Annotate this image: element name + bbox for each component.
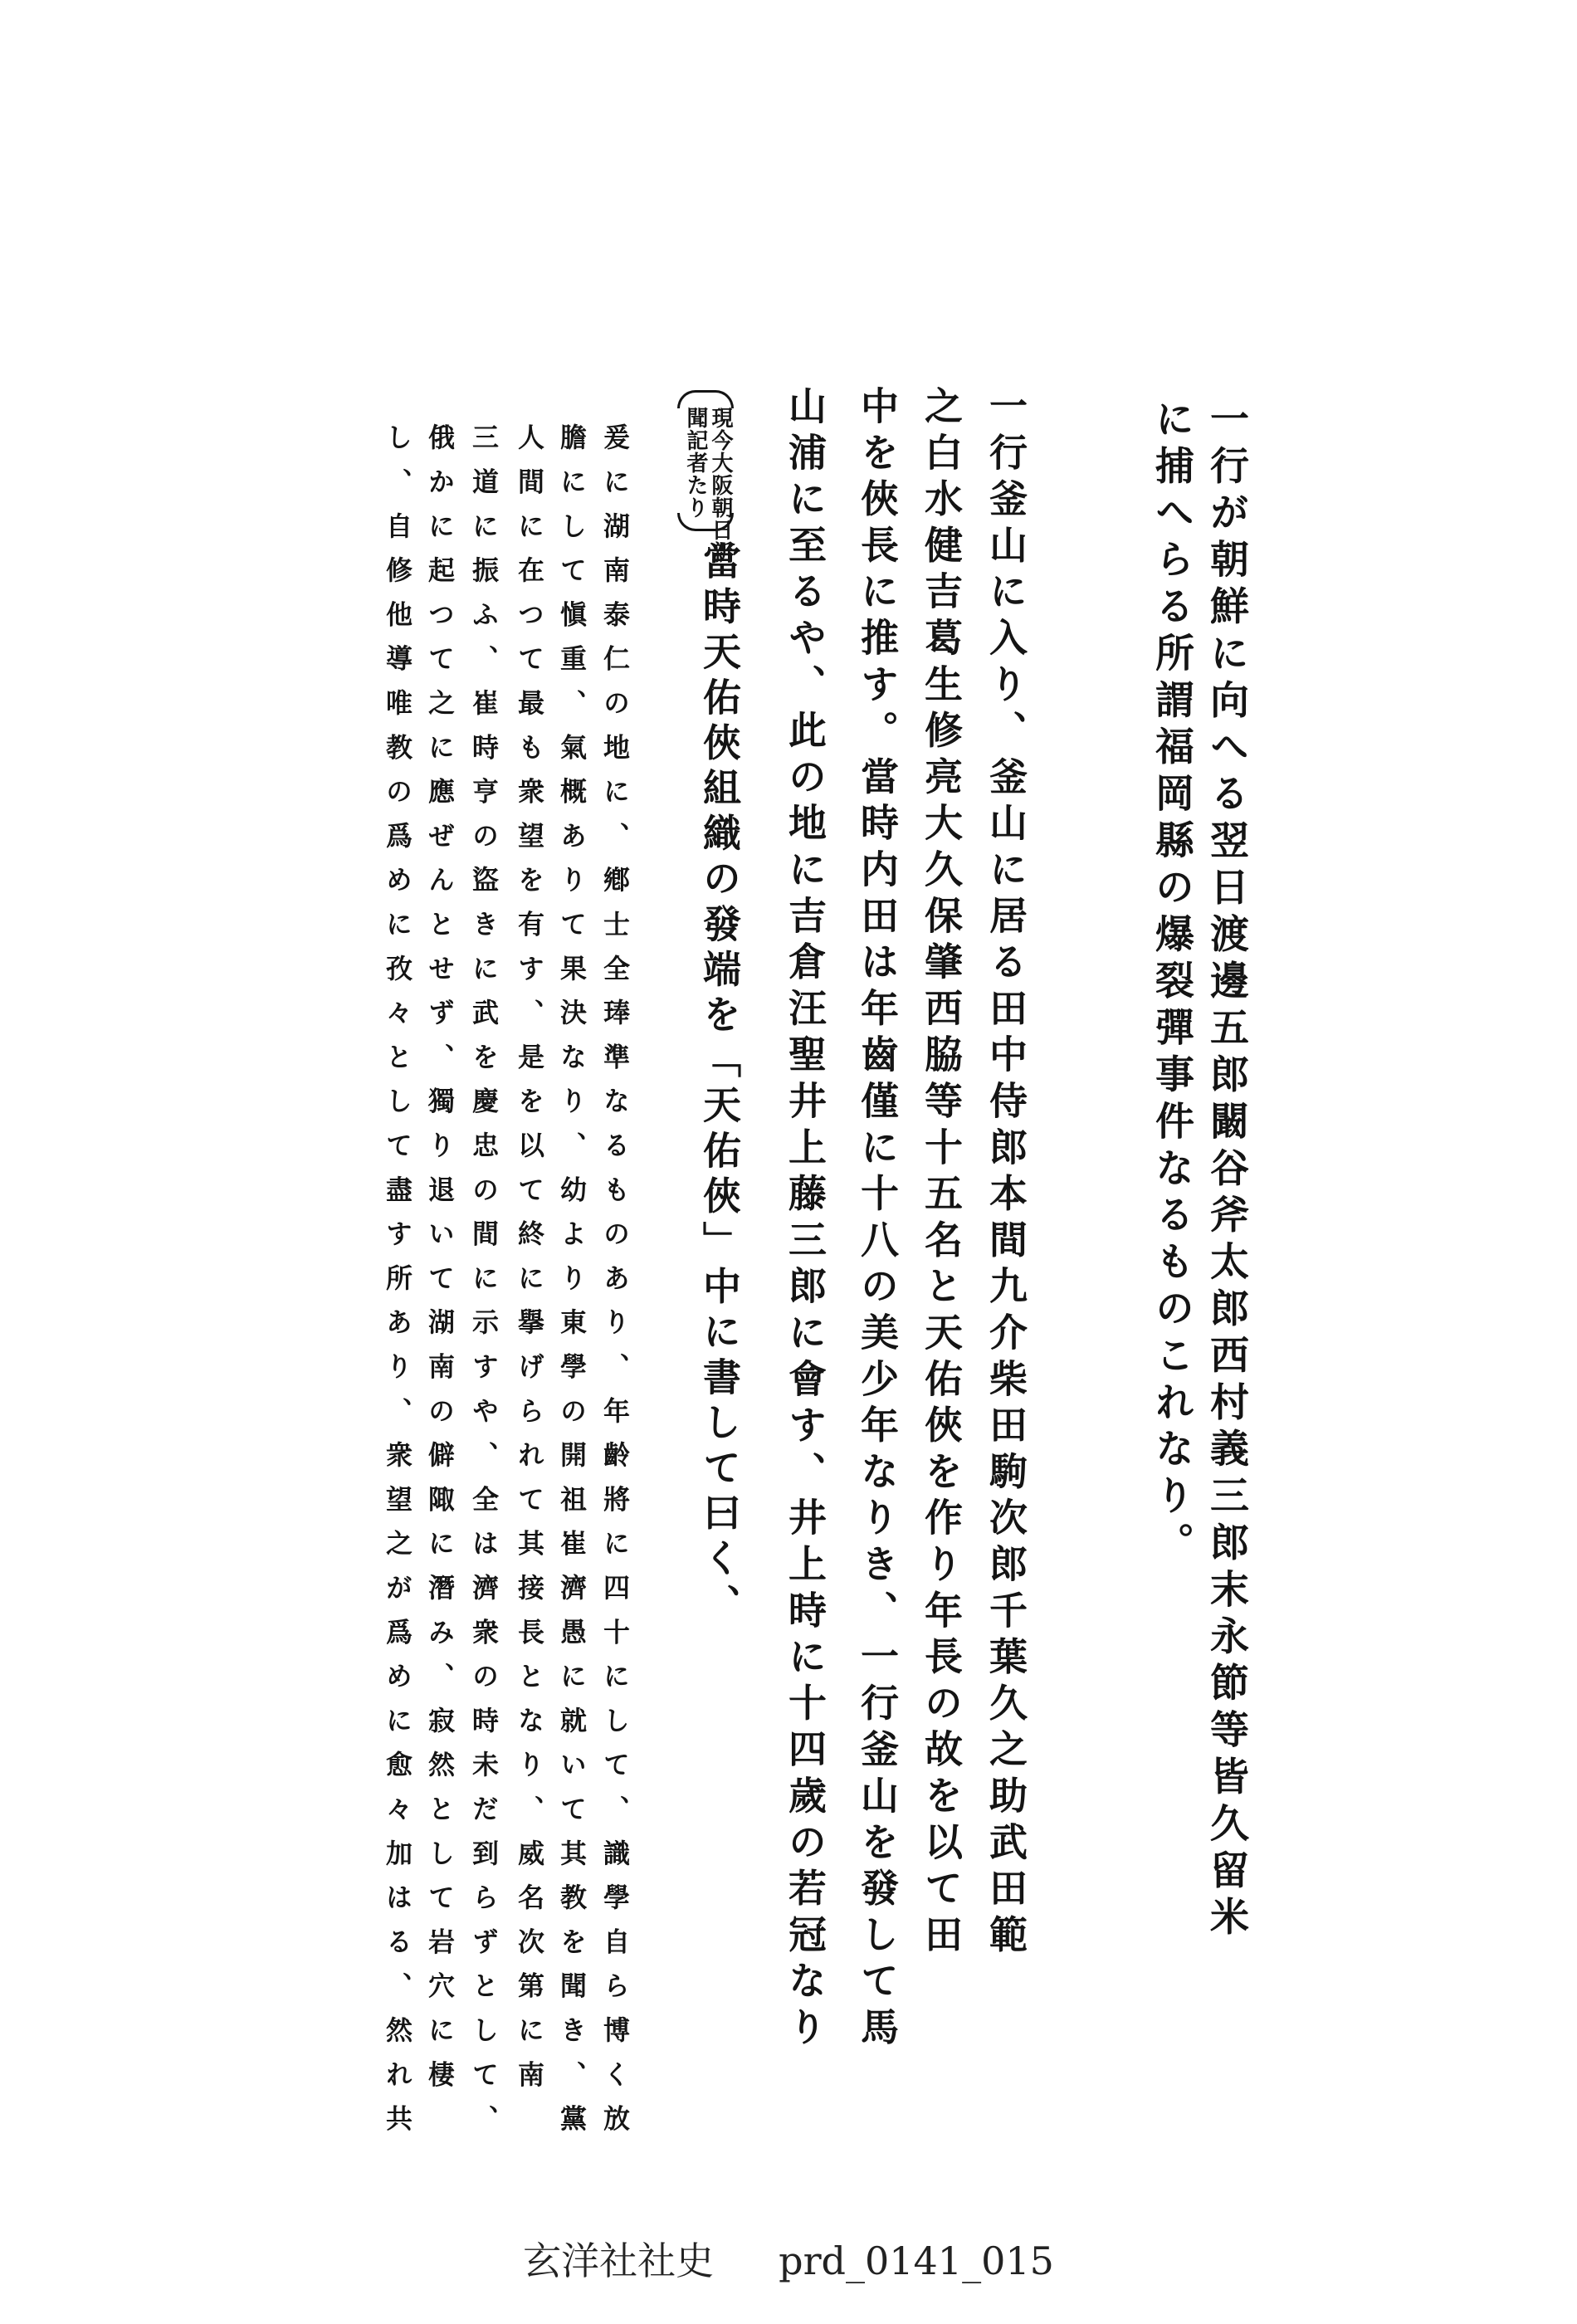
text-column: 一行が朝鮮に向へる翌日渡邊五郎闞谷斧太郎西村義三郎末永節等皆久留米 xyxy=(1204,398,1249,1944)
text-column: 當時天佑俠組織の發端を「天佑俠」中に書して曰く、 xyxy=(697,541,742,1629)
quote-column: 俄かに起つて之に應ぜんとせず、獨り退いて湖南の僻陬に潛み、寂然として岩穴に棲 xyxy=(424,423,456,2105)
note-line: 現今大阪朝日新 xyxy=(708,407,733,564)
text-column: 之白水健吉葛生修亮大久保肇西脇等十五名と天佑俠を作り年長の故を以て田 xyxy=(919,386,964,1961)
quote-column: し、自修他導唯教の爲めに孜々として盡す所あり、衆望之が爲めに愈々加はる、然れ共 xyxy=(382,423,413,2149)
text-column: 山浦に至るや、此の地に吉倉汪聖井上藤三郎に會す、井上時に十四歲の若冠なり xyxy=(783,386,828,2053)
text-column: 一行釜山に入り、釜山に居る田中侍郎本間九介柴田駒次郎千葉久之助武田範 xyxy=(984,386,1028,1961)
note-line: 聞記者たり xyxy=(683,407,708,519)
text-column: に捕へらる所謂福岡縣の爆裂彈事件なるものこれなり。 xyxy=(1149,398,1194,1569)
page-footer xyxy=(0,2231,1577,2286)
note-bracket-top xyxy=(677,390,734,408)
quote-column: 爰に湖南泰仁の地に、鄕士全琫準なるものあり、年齡將に四十にして、識學自ら博く放 xyxy=(599,423,631,2149)
quote-column: 三道に振ふ、崔時亨の盜きに武を慶忠の間に示すや、全は濟衆の時未だ到らずとして、 xyxy=(468,423,500,2149)
footer-title: 玄洋社社史 xyxy=(523,2239,715,2283)
text-column: 中を俠長に推す。當時内田は年齒僅に十八の美少年なりき、一行釜山を發して馬 xyxy=(855,386,900,2053)
footer-code: prd_0141_015 xyxy=(779,2239,1054,2283)
inline-note xyxy=(677,390,734,564)
quote-column: 膽にして愼重、氣概ありて果決なり、幼より東學の開祖崔濟愚に就いて其教を聞き、黨 xyxy=(556,423,588,2149)
quote-column: 人間に在つて最も衆望を有す、是を以て終に擧げられて其接長となり、威名次第に南 xyxy=(514,423,545,2105)
